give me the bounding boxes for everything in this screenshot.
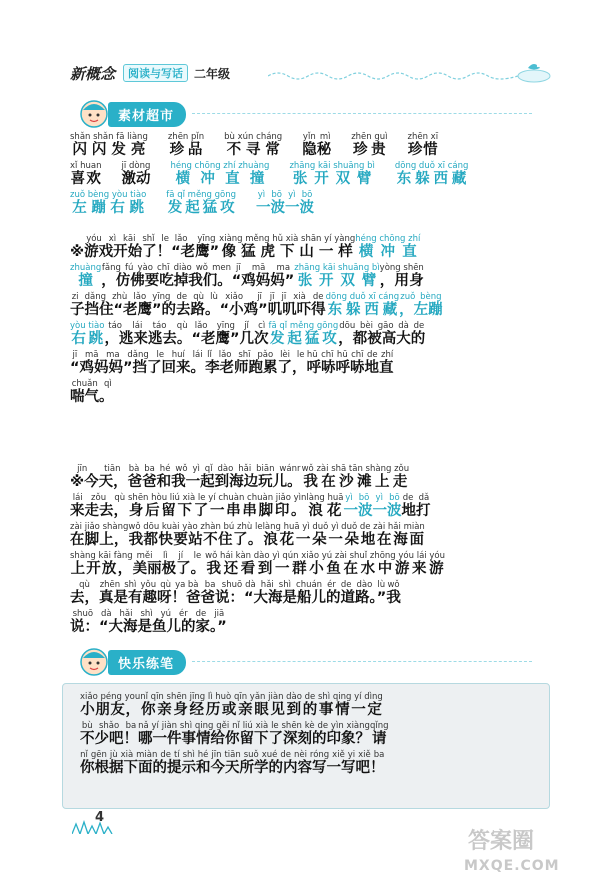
pinyin: jī dòng	[121, 161, 151, 171]
text-line	[70, 551, 560, 580]
text-segment: 你根据下面的提示和今天所学的内容写一写吧！nǐ gēn jù xià miàn de tí shì hé jīn tiān suǒ xué de nèi róng xiě yi xiě ba	[80, 750, 385, 776]
pinyin: jī mā ma dǎng le huí lái	[70, 350, 206, 360]
pinyin: zhēn xī	[407, 132, 439, 142]
text-segment: 说：“大海是鱼儿的家。”shuō dà hǎi shì yú ér de jiā	[70, 609, 227, 635]
pinyin: xiàng měng hǔ xià shān yí yàng	[219, 234, 356, 244]
text-segment: 爸爸和我一起到海边玩儿。bà ba hé wǒ yì qǐ dào hǎi biān wánr	[127, 464, 302, 490]
pinyin: lǎo yīng jǐ cì	[191, 321, 269, 331]
text-segment: 你亲身经历或亲眼见到的事情一定nǐ qīn shēn jīng lì huò qīn yǎn jiàn dào de shì qing yí dìng	[140, 692, 383, 718]
pinyin: zhēn pǐn	[167, 132, 205, 142]
highlighted-phrase: 发起猛攻fā qǐ měng gōng	[166, 190, 237, 216]
header-wave-decoration	[268, 66, 518, 82]
bird-cloud-icon	[516, 54, 552, 84]
pinyin: wǒ	[386, 580, 401, 590]
text-line	[70, 379, 560, 408]
text-line	[70, 609, 560, 638]
text-segment: 李老师跑累了，lǐ lǎo shī pǎo lèi le	[205, 350, 307, 376]
pinyin: zhēn shì yǒu qù ya	[99, 580, 186, 590]
pinyin: wǒ zài shā tān shàng zǒu	[301, 464, 410, 474]
text-segment: 珍贵zhēn guì	[351, 132, 388, 158]
text-segment: 喘气。chuǎn qì	[70, 379, 114, 405]
watermark-logo: 答案圈	[468, 829, 535, 854]
text-segment: ，用身yòng shēn	[379, 263, 424, 289]
text-segment: 美丽极了。měi lì jí le	[132, 551, 206, 577]
text-segment: 我在沙滩上走wǒ zài shā tān shàng zǒu	[301, 464, 410, 490]
pinyin: fā qǐ měng gōng	[268, 321, 339, 331]
pinyin: yòu tiào	[70, 321, 105, 331]
section-title: 快乐练笔	[108, 650, 186, 675]
text-line	[80, 721, 550, 750]
text-segment: 在脚上，zài jiǎo shàng	[70, 522, 129, 548]
pinyin: wǒ hái kàn dào yì qún xiǎo yú zài shuǐ zhōng yóu lái yóu	[205, 551, 445, 561]
pinyin: làng huā yì duǒ yì duǒ de zài hǎi miàn	[262, 522, 425, 532]
pinyin: nǐ qīn shēn jīng lì huò qīn yǎn jiàn dào de shì qing yí dìng	[140, 692, 383, 702]
text-segment: 来走去，lái zǒu qù	[70, 493, 128, 519]
pinyin: jī jī xià de	[267, 292, 326, 302]
pinyin: lái zǒu qù	[70, 493, 128, 503]
pinyin: shàng kāi fàng	[70, 551, 133, 561]
pinyin: shēn hòu liú xià le yí chuàn chuàn jiǎo yìn	[128, 493, 307, 503]
pinyin: fǎng fú yào chī diào wǒ men	[101, 263, 232, 273]
pinyin: zi dǎng zhù lǎo yīng de qù lù	[70, 292, 220, 302]
pinyin: zài jiǎo shàng	[70, 522, 129, 532]
text-line	[80, 692, 550, 721]
text-line	[70, 161, 560, 190]
text-line	[70, 234, 560, 263]
text-segment: 小朋友，xiǎo péng you	[80, 692, 141, 718]
pinyin: xǐ huan	[70, 161, 102, 171]
text-segment: 喜欢xǐ huan	[70, 161, 102, 187]
text-segment: ，逃来逃去。táo lái táo qù	[104, 321, 192, 347]
pinyin: zhāng kāi shuāng bì	[289, 161, 375, 171]
highlighted-phrase: 东躲西藏dōng duǒ xī cáng	[325, 292, 400, 318]
pinyin: bà ba shuō	[186, 580, 244, 590]
pinyin: bù shǎo ba	[80, 721, 138, 731]
pinyin: héng chōng zhí zhuàng	[170, 161, 270, 171]
section-divider	[192, 113, 532, 115]
practice-prompt	[80, 692, 550, 779]
pinyin: xiǎo jī	[219, 292, 268, 302]
text-line	[70, 464, 560, 493]
text-segment: 去，qù	[70, 580, 99, 606]
text-segment: 我wǒ	[386, 580, 401, 606]
highlighted-phrase: 一波一波yì bō yì bō	[343, 493, 402, 519]
text-segment: 浪花làng huā	[306, 493, 344, 519]
text-segment: “大海是船儿的道路。”dà hǎi shì chuán ér de dào lù	[244, 580, 387, 606]
highlighted-phrase: 张开双臂zhāng kāi shuāng bì	[294, 263, 380, 289]
highlighted-phrase: 左蹦右跳zuǒ bèng yòu tiào	[70, 190, 147, 216]
section-header-practice	[78, 646, 532, 678]
pinyin: dōng duǒ xī cáng	[394, 161, 469, 171]
text-line	[70, 522, 560, 551]
text-segment: ，都被高大的dōu bèi gāo dà de	[338, 321, 426, 347]
book-series: 阅读与写话	[123, 64, 188, 82]
text-segment: 真是有趣呀！zhēn shì yǒu qù ya	[99, 580, 186, 606]
text-segment: 珍惜zhēn xī	[407, 132, 439, 158]
pinyin: bù xún cháng	[224, 132, 283, 142]
pinyin: yì bō yì bō	[343, 493, 402, 503]
pinyin: dōng duǒ xī cáng	[325, 292, 400, 302]
text-segment: 哪一件事情给你留下了深刻的印象？nǎ yí jiàn shì qing gěi nǐ liú xià le shēn kè de yìn xiàng	[138, 721, 370, 747]
page-header	[70, 62, 230, 84]
text-line	[70, 263, 560, 292]
pinyin: dōu bèi gāo dà de	[338, 321, 426, 331]
section-divider	[192, 661, 532, 663]
mascot-icon	[78, 646, 110, 678]
text-segment: 身后留下了一串串脚印。shēn hòu liú xià le yí chuàn chuàn jiǎo yìn	[128, 493, 307, 519]
watermark-url: MXQE.COM	[464, 858, 560, 874]
pinyin: wǒ dōu kuài yào zhàn bú zhù le	[128, 522, 263, 532]
pinyin: nǎ yí jiàn shì qing gěi nǐ liú xià le shēn kè de yìn xiàng	[138, 721, 370, 731]
pinyin: zuǒ bèng yòu tiào	[70, 190, 147, 200]
pinyin: shǎn shǎn fā liàng	[70, 132, 148, 142]
vocab-list	[70, 132, 560, 219]
mascot-icon	[78, 98, 110, 130]
page-number: 4	[95, 810, 105, 825]
highlighted-phrase: 横冲直héng chōng zhí	[355, 234, 421, 260]
pinyin: shuō dà hǎi shì yú ér de jiā	[70, 609, 227, 619]
pinyin: jīn tiān	[70, 464, 128, 474]
text-segment: 爸爸说：bà ba shuō	[186, 580, 244, 606]
pinyin: dà hǎi shì chuán ér de dào lù	[244, 580, 387, 590]
pinyin: zhēn guì	[351, 132, 388, 142]
highlighted-phrase: 张开双臂zhāng kāi shuāng bì	[289, 161, 375, 187]
pinyin: fā qǐ měng gōng	[166, 190, 237, 200]
pinyin: nǐ gēn jù xià miàn de tí shì hé jīn tiān suǒ xué de nèi róng xiě yi xiě ba	[80, 750, 385, 760]
highlighted-phrase: 东躲西藏dōng duǒ xī cáng	[394, 161, 469, 187]
text-segment: 像猛虎下山一样xiàng měng hǔ xià shān yí yàng	[219, 234, 356, 260]
highlighted-phrase: 右跳yòu tiào	[70, 321, 105, 347]
text-segment: 不少吧！bù shǎo ba	[80, 721, 138, 747]
text-segment: ※	[70, 244, 85, 260]
text-segment: 珍品zhēn pǐn	[167, 132, 205, 158]
book-logo: 新概念	[70, 64, 116, 83]
highlighted-phrase: 一波一波yì bō yì bō	[256, 190, 315, 216]
pinyin: yóu xì kāi shǐ le	[84, 234, 172, 244]
pinyin: yǐn mì	[302, 132, 332, 142]
section-header-materials	[78, 98, 532, 130]
text-segment: 我都快要站不住了。wǒ dōu kuài yào zhàn bú zhù le	[128, 522, 263, 548]
text-segment: 闪闪发亮shǎn shǎn fā liàng	[70, 132, 148, 158]
pinyin: zhuàng	[70, 263, 102, 273]
text-segment: 地打de dǎ	[401, 493, 431, 519]
text-segment: “老鹰”lǎo yīng	[171, 234, 220, 260]
pinyin: lǐ lǎo shī pǎo lèi le	[205, 350, 307, 360]
text-line	[70, 292, 560, 321]
text-segment: “小鸡”xiǎo jī	[219, 292, 268, 318]
text-segment: 不寻常bù xún cháng	[224, 132, 283, 158]
text-segment: 浪花一朵一朵地在海面làng huā yì duǒ yì duǒ de zài hǎi miàn	[262, 522, 425, 548]
pinyin: yì bō yì bō	[256, 190, 315, 200]
pinyin: qù	[70, 580, 99, 590]
text-line	[70, 321, 560, 350]
text-line	[70, 350, 560, 379]
text-segment: 激动jī dòng	[121, 161, 151, 187]
text-segment: ，仿佛要吃掉我们。fǎng fú yào chī diào wǒ men	[101, 263, 232, 289]
pinyin: táo lái táo qù	[104, 321, 192, 331]
pinyin: xiǎo péng you	[80, 692, 141, 702]
text-segment: “老鹰”几次lǎo yīng jǐ cì	[191, 321, 269, 347]
text-line	[80, 750, 550, 779]
grade-label: 二年级	[194, 66, 231, 81]
pinyin: měi lì jí le	[132, 551, 206, 561]
text-line	[70, 493, 560, 522]
pinyin: de dǎ	[401, 493, 431, 503]
pinyin: zhāng kāi shuāng bì	[294, 263, 380, 273]
text-line	[70, 132, 560, 161]
text-segment: 叽叽吓得jī jī xià de	[267, 292, 326, 318]
text-line	[70, 580, 560, 609]
pinyin: lǎo yīng	[171, 234, 220, 244]
section-title: 素材超市	[108, 102, 186, 127]
text-segment: 呼哧呼哧地直hū chī hū chī de zhí	[306, 350, 394, 376]
highlighted-phrase: 发起猛攻fā qǐ měng gōng	[268, 321, 339, 347]
text-segment: 上开放，shàng kāi fàng	[70, 551, 133, 577]
text-line	[70, 190, 560, 219]
paragraph-game	[70, 234, 560, 408]
text-segment: “鸡妈妈”jī mā ma	[231, 263, 295, 289]
pinyin: jī mā ma	[231, 263, 295, 273]
pinyin: làng huā	[306, 493, 344, 503]
pinyin: qǐng	[370, 721, 389, 731]
highlighted-phrase: 横冲直撞héng chōng zhí zhuàng	[170, 161, 270, 187]
text-segment: 我还看到一群小鱼在水中游来游wǒ hái kàn dào yì qún xiǎo yú zài shuǐ zhōng yóu lái yóu	[205, 551, 445, 577]
text-segment: “鸡妈妈”挡了回来。jī mā ma dǎng le huí lái	[70, 350, 206, 376]
highlighted-phrase: 撞zhuàng	[70, 263, 102, 289]
text-segment: 请qǐng	[370, 721, 389, 747]
pinyin: héng chōng zhí	[355, 234, 421, 244]
pinyin: yòng shēn	[379, 263, 424, 273]
pinyin: zuǒ bèng	[399, 292, 443, 302]
text-segment: 隐秘yǐn mì	[302, 132, 332, 158]
highlighted-phrase: ，左蹦zuǒ bèng	[399, 292, 443, 318]
pinyin: bà ba hé wǒ yì qǐ dào hǎi biān wánr	[127, 464, 302, 474]
pinyin: chuǎn qì	[70, 379, 114, 389]
paragraph-beach	[70, 464, 560, 638]
pinyin: hū chī hū chī de zhí	[306, 350, 394, 360]
text-segment: ※今天，jīn tiān	[70, 464, 128, 490]
text-segment: 子挡住“老鹰”的去路。zi dǎng zhù lǎo yīng de qù lù	[70, 292, 220, 318]
text-segment: 游戏开始了！yóu xì kāi shǐ le	[84, 234, 172, 260]
